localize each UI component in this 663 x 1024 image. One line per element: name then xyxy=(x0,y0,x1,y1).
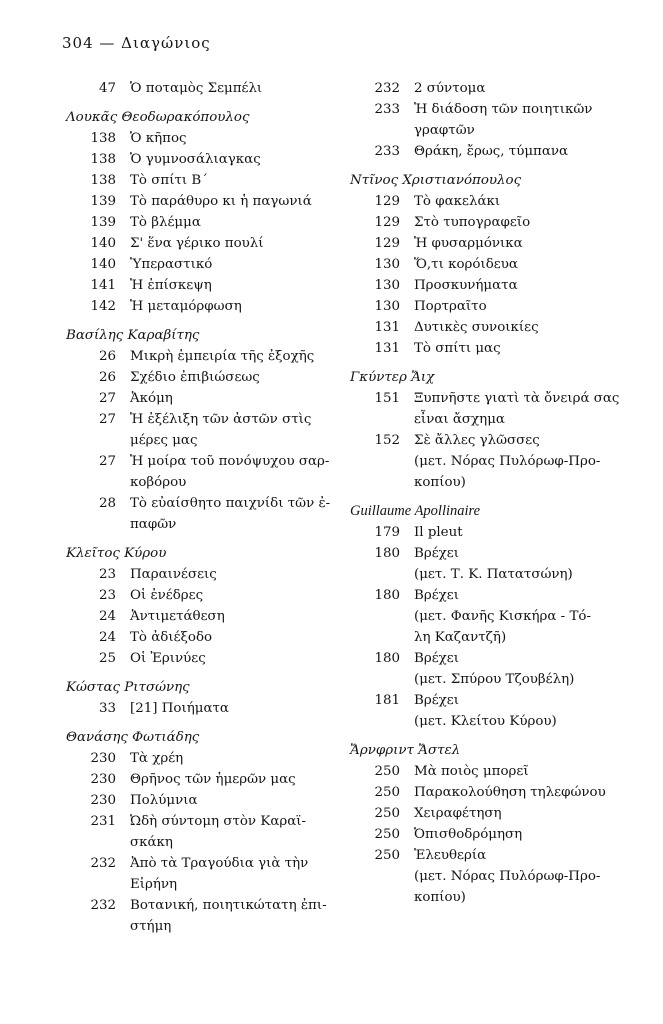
entry-title: Ἡ διάδοση τῶν ποιητικῶν xyxy=(414,102,593,117)
page-number: 232 xyxy=(90,856,116,871)
entry-title: στήμη xyxy=(130,919,172,934)
entry-title: γραφτῶν xyxy=(414,123,475,138)
index-entry xyxy=(358,338,628,359)
index-entry xyxy=(74,648,344,669)
entry-title: Οἱ Ἐρινύες xyxy=(130,651,206,666)
page-number: 180 xyxy=(374,651,400,666)
page-number: 250 xyxy=(374,785,400,800)
index-entry xyxy=(358,141,628,162)
index-entry xyxy=(358,99,628,120)
page-number: 141 xyxy=(90,278,116,293)
entry-title: μέρες μας xyxy=(130,433,198,448)
page-number: 231 xyxy=(90,814,116,829)
entry-title: Ὑπεραστικό xyxy=(130,257,213,272)
author-name: Κλεῖτος Κύρου xyxy=(66,546,167,561)
page-number xyxy=(74,916,116,937)
page-number: 131 xyxy=(374,341,400,356)
index-entry xyxy=(74,128,344,149)
author-name: Ἄρνφριντ Ἄστελ xyxy=(350,743,461,758)
index-entry-continuation xyxy=(74,430,344,451)
entry-title: Μικρὴ ἐμπειρία τῆς ἐξοχῆς xyxy=(130,349,315,364)
section-gap xyxy=(358,732,628,740)
index-entry xyxy=(74,769,344,790)
index-entry-continuation xyxy=(358,887,628,908)
index-entry xyxy=(358,388,628,409)
index-column-left xyxy=(66,78,344,937)
section-gap xyxy=(358,359,628,367)
page-number xyxy=(358,669,400,690)
entry-title: (μετ. Φανῆς Κισκήρα - Τό- xyxy=(414,609,591,624)
page-number: 27 xyxy=(98,412,116,427)
entry-title: Ἡ μεταμόρφωση xyxy=(130,299,242,314)
entry-title: παφῶν xyxy=(130,517,177,532)
index-entry xyxy=(74,748,344,769)
entry-title: Ἀντιμετάθεση xyxy=(130,609,225,624)
author-name: Guillaume Apollinaire xyxy=(350,503,481,519)
page-number: 230 xyxy=(90,751,116,766)
page-number: 47 xyxy=(98,81,116,96)
page-number: 250 xyxy=(374,764,400,779)
author-name: Γκύντερ Ἄιχ xyxy=(350,370,435,385)
index-entry-continuation xyxy=(74,874,344,895)
entry-title: (μετ. Νόρας Πυλόρωφ-Προ- xyxy=(414,869,601,884)
page-number: 23 xyxy=(98,567,116,582)
page-number: 181 xyxy=(374,693,400,708)
entry-title: Il pleut xyxy=(414,525,463,540)
index-entry xyxy=(74,212,344,233)
page-number xyxy=(74,430,116,451)
page-number: 230 xyxy=(90,793,116,808)
index-entry xyxy=(74,493,344,514)
page-number: 129 xyxy=(374,194,400,209)
entry-title: (μετ. Τ. Κ. Πατατσώνη) xyxy=(414,567,573,582)
page-number xyxy=(74,832,116,853)
entry-title: Βρέχει xyxy=(414,588,459,603)
entry-title: Παραινέσεις xyxy=(130,567,217,582)
entry-title: Σ' ἕνα γέρικο πουλί xyxy=(130,236,264,251)
index-entry xyxy=(358,522,628,543)
page-number xyxy=(358,409,400,430)
index-entry xyxy=(358,78,628,99)
index-entry xyxy=(358,824,628,845)
index-entry-continuation xyxy=(74,832,344,853)
page-number: 142 xyxy=(90,299,116,314)
page-number: 130 xyxy=(374,299,400,314)
section-gap xyxy=(74,669,344,677)
entry-title: Προσκυνήματα xyxy=(414,278,518,293)
index-entry xyxy=(74,346,344,367)
index-entry xyxy=(74,149,344,170)
page-number: 139 xyxy=(90,215,116,230)
entry-title: Δυτικὲς συνοικίες xyxy=(414,320,539,335)
index-entry-continuation xyxy=(358,564,628,585)
page-number: 230 xyxy=(90,772,116,787)
index-entry xyxy=(74,585,344,606)
page-number: 130 xyxy=(374,278,400,293)
page-number: 129 xyxy=(374,215,400,230)
page-number: 180 xyxy=(374,588,400,603)
entry-title: Πορτραῖτο xyxy=(414,299,487,314)
entry-title: Ἀκόμη xyxy=(130,391,173,406)
entry-title: Χειραφέτηση xyxy=(414,806,502,821)
entry-title: λη Καζαντζῆ) xyxy=(414,630,507,645)
entry-title: Ἡ ἐπίσκεψη xyxy=(130,278,212,293)
page-number: 131 xyxy=(374,320,400,335)
page-number: 33 xyxy=(98,701,116,716)
page-number: 180 xyxy=(374,546,400,561)
index-entry-continuation xyxy=(358,451,628,472)
author-name: Κώστας Ριτσώνης xyxy=(66,680,190,695)
section-gap xyxy=(74,99,344,107)
page-number: 129 xyxy=(374,236,400,251)
page-number: 233 xyxy=(374,144,400,159)
index-entry xyxy=(74,275,344,296)
page-number: 26 xyxy=(98,349,116,364)
index-entry xyxy=(74,254,344,275)
index-entry-continuation xyxy=(358,472,628,493)
page-number xyxy=(358,866,400,887)
page-number: 140 xyxy=(90,257,116,272)
index-entry-continuation xyxy=(358,669,628,690)
index-entry-continuation xyxy=(74,472,344,493)
index-entry xyxy=(358,191,628,212)
index-entry xyxy=(74,451,344,472)
entry-title: Βοτανική, ποιητικώτατη ἐπι- xyxy=(130,898,327,913)
page-number xyxy=(358,606,400,627)
index-entry xyxy=(358,543,628,564)
author-name: Θανάσης Φωτιάδης xyxy=(66,730,200,745)
index-entry xyxy=(74,367,344,388)
page-number xyxy=(358,711,400,732)
page-number xyxy=(358,627,400,648)
page-number: 250 xyxy=(374,806,400,821)
entry-title: Ἐλευθερία xyxy=(414,848,487,863)
author-name: Ντῖνος Χριστιανόπουλος xyxy=(350,173,522,188)
section-gap xyxy=(358,493,628,501)
index-entry xyxy=(358,845,628,866)
page-number: 138 xyxy=(90,152,116,167)
page-number: 130 xyxy=(374,257,400,272)
section-gap xyxy=(358,162,628,170)
entry-title: Παρακολούθηση τηλεφώνου xyxy=(414,785,606,800)
entry-title: Ἡ μοίρα τοῦ πονόψυχου σαρ- xyxy=(130,454,330,469)
index-entry xyxy=(74,191,344,212)
page-number: 24 xyxy=(98,609,116,624)
entry-title: (μετ. Κλείτου Κύρου) xyxy=(414,714,557,729)
index-entry xyxy=(358,648,628,669)
index-entry xyxy=(74,853,344,874)
page-number: 28 xyxy=(98,496,116,511)
section-gap xyxy=(74,535,344,543)
page-number: 232 xyxy=(374,81,400,96)
index-entry xyxy=(358,690,628,711)
entry-title: Εἰρήνη xyxy=(130,877,178,892)
index-entry xyxy=(358,430,628,451)
entry-title: εἶναι ἄσχημα xyxy=(414,412,505,427)
index-entry xyxy=(358,585,628,606)
entry-title: Ὁ κῆπος xyxy=(130,131,187,146)
entry-title: κοβόρου xyxy=(130,475,187,490)
author-name: Βασίλης Καραβίτης xyxy=(66,328,200,343)
page-number: 250 xyxy=(374,827,400,842)
index-entry xyxy=(74,78,344,99)
entry-title: 2 σύντομα xyxy=(414,81,486,96)
page-number xyxy=(358,120,400,141)
page-number: 151 xyxy=(374,391,400,406)
entry-title: Ξυπνῆστε γιατὶ τὰ ὄνειρά σας xyxy=(414,391,620,406)
page-number: 27 xyxy=(98,454,116,469)
page-number xyxy=(74,514,116,535)
page-number: 179 xyxy=(374,525,400,540)
entry-title: κοπίου) xyxy=(414,475,466,490)
index-entry xyxy=(74,895,344,916)
entry-title: Τὰ χρέη xyxy=(130,751,184,766)
index-entry-continuation xyxy=(358,711,628,732)
section-gap xyxy=(74,719,344,727)
page-number: 139 xyxy=(90,194,116,209)
entry-title: Ἡ φυσαρμόνικα xyxy=(414,236,523,251)
index-entry xyxy=(74,811,344,832)
page-number xyxy=(358,564,400,585)
index-entry xyxy=(358,803,628,824)
entry-title: Ὅ,τι κορόιδευα xyxy=(414,257,518,272)
page-number: 140 xyxy=(90,236,116,251)
index-entry xyxy=(358,782,628,803)
index-entry xyxy=(74,698,344,719)
index-entry xyxy=(74,388,344,409)
index-entry-continuation xyxy=(74,916,344,937)
entry-title: Ὀπισθοδρόμηση xyxy=(414,827,523,842)
entry-title: Πολύμνια xyxy=(130,793,198,808)
index-entry xyxy=(358,296,628,317)
index-entry xyxy=(74,170,344,191)
index-entry-continuation xyxy=(358,627,628,648)
entry-title: Στὸ τυπογραφεῖο xyxy=(414,215,531,230)
entry-title: κοπίου) xyxy=(414,890,466,905)
page-number: 138 xyxy=(90,173,116,188)
page-number: 26 xyxy=(98,370,116,385)
index-entry xyxy=(358,761,628,782)
page-number: 233 xyxy=(374,102,400,117)
entry-title: Ἡ ἐξέλιξη τῶν ἀστῶν στὶς xyxy=(130,412,312,427)
entry-title: Ὁ ποταμὸς Σεμπέλι xyxy=(130,81,263,96)
entry-title: Τὸ φακελάκι xyxy=(414,194,501,209)
entry-title: Βρέχει xyxy=(414,546,459,561)
page-number xyxy=(358,472,400,493)
entry-title: σκάκη xyxy=(130,835,173,850)
index-entry-continuation xyxy=(358,409,628,430)
page-header: 304 — Διαγώνιος xyxy=(62,34,211,52)
index-entry-continuation xyxy=(358,866,628,887)
entry-title: Ἀπὸ τὰ Τραγούδια γιὰ τὴν xyxy=(130,856,309,871)
page-number: 232 xyxy=(90,898,116,913)
entry-title: Βρέχει xyxy=(414,651,459,666)
entry-title: Σχέδιο ἐπιβιώσεως xyxy=(130,370,260,385)
page-number: 27 xyxy=(98,391,116,406)
index-entry xyxy=(74,409,344,430)
page-number: 250 xyxy=(374,848,400,863)
entry-title: Τὸ ἀδιέξοδο xyxy=(130,630,213,645)
entry-title: Σὲ ἄλλες γλῶσσες xyxy=(414,433,540,448)
index-entry-continuation xyxy=(74,514,344,535)
page-number: 138 xyxy=(90,131,116,146)
entry-title: [21] Ποιήματα xyxy=(130,701,229,716)
entry-title: Ὁ γυμνοσάλιαγκας xyxy=(130,152,261,167)
entry-title: Θρῆνος τῶν ἡμερῶν μας xyxy=(130,772,296,787)
page-number: 23 xyxy=(98,588,116,603)
index-entry xyxy=(358,317,628,338)
index-entry xyxy=(74,233,344,254)
entry-title: Τὸ εὐαίσθητο παιχνίδι τῶν ἐ- xyxy=(130,496,331,511)
index-entry xyxy=(358,233,628,254)
page-number xyxy=(358,887,400,908)
entry-title: Βρέχει xyxy=(414,693,459,708)
page-number xyxy=(358,451,400,472)
entry-title: Τὸ σπίτι Β΄ xyxy=(130,173,208,188)
entry-title: Μὰ ποιὸς μπορεῖ xyxy=(414,764,529,779)
page-number: 152 xyxy=(374,433,400,448)
entry-title: Οἱ ἐνέδρες xyxy=(130,588,204,603)
section-gap xyxy=(74,317,344,325)
entry-title: Τὸ σπίτι μας xyxy=(414,341,501,356)
index-entry xyxy=(74,296,344,317)
index-entry xyxy=(358,275,628,296)
index-entry xyxy=(358,212,628,233)
author-name: Λουκᾶς Θεοδωρακόπουλος xyxy=(66,110,250,125)
index-entry xyxy=(74,627,344,648)
page-number: 24 xyxy=(98,630,116,645)
entry-title: Θράκη, ἔρως, τύμπανα xyxy=(414,144,569,159)
page-number xyxy=(74,874,116,895)
index-entry-continuation xyxy=(358,120,628,141)
index-column-right xyxy=(350,78,628,908)
index-entry xyxy=(358,254,628,275)
entry-title: Τὸ βλέμμα xyxy=(130,215,201,230)
entry-title: (μετ. Σπύρου Τζουβέλη) xyxy=(414,672,575,687)
index-entry xyxy=(74,790,344,811)
index-entry-continuation xyxy=(358,606,628,627)
index-entry xyxy=(74,564,344,585)
entry-title: (μετ. Νόρας Πυλόρωφ-Προ- xyxy=(414,454,601,469)
page-number: 25 xyxy=(98,651,116,666)
entry-title: Τὸ παράθυρο κι ἡ παγωνιά xyxy=(130,194,312,209)
page-number xyxy=(74,472,116,493)
index-entry xyxy=(74,606,344,627)
entry-title: Ὠδὴ σύντομη στὸν Καραϊ- xyxy=(130,814,307,829)
